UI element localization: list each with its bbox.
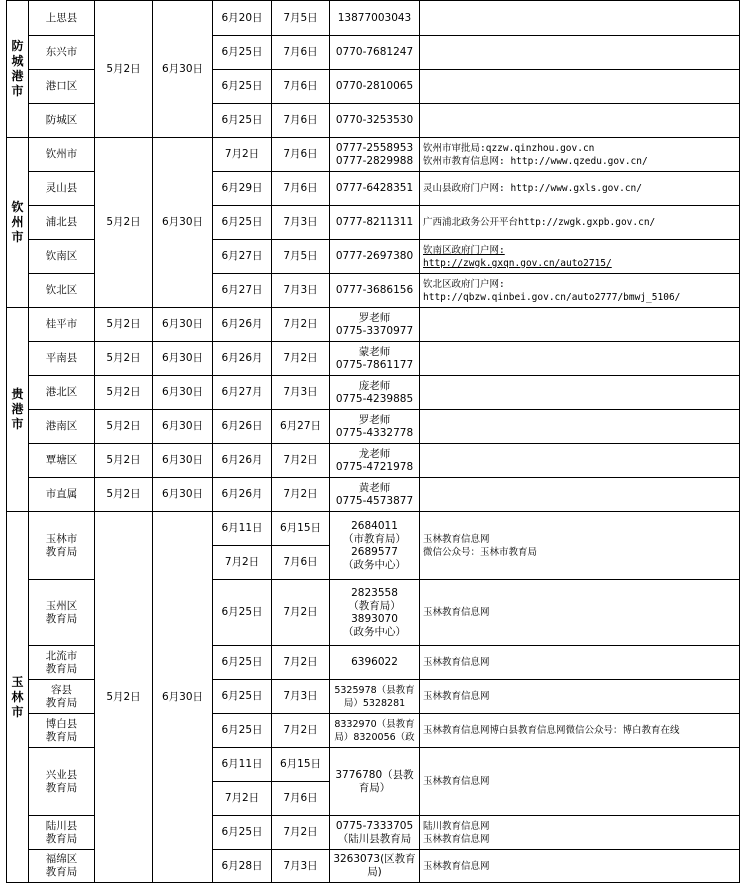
table-row <box>7 512 740 546</box>
date-cell: 7月2日 <box>272 342 330 376</box>
date-cell: 6月27月 <box>213 376 272 410</box>
phone-cell: 13877003043 <box>330 1 420 36</box>
start-date-cell: 5月2日 <box>95 410 153 444</box>
end-date-cell: 6月30日 <box>153 478 213 512</box>
date-cell: 6月25日 <box>213 70 272 104</box>
end-date-cell: 6月30日 <box>153 444 213 478</box>
district-cell <box>29 850 95 883</box>
contact-name: 龙老师 <box>358 447 391 460</box>
district-name: 玉州区 <box>45 599 78 612</box>
phone-cell: 6396022 <box>330 646 420 680</box>
date-cell: 7月2日 <box>272 308 330 342</box>
table-row <box>7 444 740 478</box>
district-cell: 钦南区 <box>29 240 95 274</box>
website-cell: 玉林教育信息网 <box>420 850 740 883</box>
date-cell: 6月29日 <box>213 172 272 206</box>
district-cell <box>29 714 95 748</box>
date-cell: 6月25日 <box>213 646 272 680</box>
website-cell <box>420 36 740 70</box>
district-office: 教育局 <box>45 832 78 845</box>
district-cell: 港北区 <box>29 376 95 410</box>
date-cell: 6月27日 <box>272 410 330 444</box>
date-cell: 7月3日 <box>272 206 330 240</box>
website-cell <box>420 308 740 342</box>
district-cell: 港口区 <box>29 70 95 104</box>
website-link[interactable]: http://zwgk.gxqn.gov.cn/auto2715/ <box>423 257 612 269</box>
date-cell: 6月25日 <box>213 36 272 70</box>
website-line: 微信公众号：玉林市教育局 <box>423 546 538 558</box>
date-cell: 7月6日 <box>272 36 330 70</box>
website-cell: 玉林教育信息网博白县教育信息网微信公众号：博白教育在线 <box>420 714 740 748</box>
date-cell: 6月25日 <box>213 680 272 714</box>
district-cell: 桂平市 <box>29 308 95 342</box>
district-name: 陆川县 <box>45 819 78 832</box>
date-cell: 6月25日 <box>213 206 272 240</box>
date-cell: 6月26月 <box>213 342 272 376</box>
contact-cell <box>330 478 420 512</box>
contact-cell <box>330 308 420 342</box>
district-office: 教育局 <box>45 730 78 743</box>
date-cell: 6月20日 <box>213 1 272 36</box>
contact-name: 罗老师 <box>358 413 391 426</box>
website-cell <box>420 512 740 580</box>
date-cell: 7月2日 <box>272 714 330 748</box>
start-date-cell: 5月2日 <box>95 308 153 342</box>
phone-cell: 3263073(区教育局) <box>330 850 420 883</box>
start-date-cell: 5月2日 <box>95 138 153 308</box>
table-row <box>7 410 740 444</box>
phone-line: 0775-7333705 <box>335 819 414 832</box>
table-row <box>7 376 740 410</box>
table-row <box>7 478 740 512</box>
contact-cell <box>330 410 420 444</box>
phone-line: 0777-2558953 <box>335 141 414 154</box>
website-cell: 玉林教育信息网 <box>420 680 740 714</box>
end-date-cell: 6月30日 <box>153 308 213 342</box>
date-cell: 7月2日 <box>213 138 272 172</box>
date-cell: 6月11日 <box>213 512 272 546</box>
date-cell: 7月6日 <box>272 104 330 138</box>
district-cell <box>29 646 95 680</box>
phone-line: 0775-4239885 <box>335 392 414 405</box>
date-cell: 7月5日 <box>272 240 330 274</box>
phone-line: 0775-4332778 <box>335 426 414 439</box>
date-cell: 6月26月 <box>213 478 272 512</box>
website-line: 陆川教育信息网 <box>423 820 490 832</box>
city-cell: 钦州市 <box>7 138 29 308</box>
website-cell: 玉林教育信息网 <box>420 646 740 680</box>
start-date-cell: 5月2日 <box>95 512 153 883</box>
end-date-cell: 6月30日 <box>153 512 213 883</box>
district-name: 兴业县 <box>45 768 78 781</box>
date-cell: 6月28日 <box>213 850 272 883</box>
district-cell <box>29 748 95 816</box>
contact-cell <box>330 342 420 376</box>
website-cell: 灵山县政府门户网: http://www.gxls.gov.cn/ <box>420 172 740 206</box>
district-cell: 钦北区 <box>29 274 95 308</box>
district-cell: 灵山县 <box>29 172 95 206</box>
date-cell: 7月6日 <box>272 138 330 172</box>
district-office: 教育局 <box>45 866 78 878</box>
district-cell <box>29 580 95 646</box>
start-date-cell: 5月2日 <box>95 478 153 512</box>
website-cell: 广西浦北政务公开平台http://zwgk.gxpb.gov.cn/ <box>420 206 740 240</box>
phone-cell: 0770-7681247 <box>330 36 420 70</box>
website-cell <box>420 342 740 376</box>
date-cell: 6月11日 <box>213 748 272 782</box>
phone-line: 0775-4573877 <box>335 494 414 507</box>
phone-line: （政务中心） <box>343 558 406 571</box>
contact-name: 罗老师 <box>358 311 391 324</box>
date-cell: 6月26日 <box>213 410 272 444</box>
date-cell: 7月3日 <box>272 376 330 410</box>
date-cell: 7月6日 <box>272 70 330 104</box>
phone-cell <box>330 580 420 646</box>
date-cell: 7月2日 <box>213 782 272 816</box>
date-cell: 7月6日 <box>272 172 330 206</box>
district-cell: 覃塘区 <box>29 444 95 478</box>
phone-line: 2684011 <box>351 519 398 532</box>
date-cell: 6月15日 <box>272 512 330 546</box>
district-cell: 东兴市 <box>29 36 95 70</box>
city-cell: 玉林市 <box>7 512 29 883</box>
date-cell: 6月15日 <box>272 748 330 782</box>
date-cell: 6月25日 <box>213 104 272 138</box>
table-row <box>7 138 740 172</box>
date-cell: 6月26月 <box>213 444 272 478</box>
table-row <box>7 308 740 342</box>
date-cell: 7月2日 <box>272 816 330 850</box>
phone-cell <box>330 512 420 580</box>
district-cell: 港南区 <box>29 410 95 444</box>
district-cell: 浦北县 <box>29 206 95 240</box>
start-date-cell: 5月2日 <box>95 1 153 138</box>
date-cell: 6月25日 <box>213 714 272 748</box>
end-date-cell: 6月30日 <box>153 376 213 410</box>
contact-name: 庞老师 <box>358 379 391 392</box>
district-cell <box>29 512 95 580</box>
website-line: 钦北区政府门户网: <box>423 278 505 290</box>
website-cell <box>420 816 740 850</box>
phone-cell: 0777-6428351 <box>330 172 420 206</box>
date-cell: 7月2日 <box>272 646 330 680</box>
date-cell: 7月2日 <box>272 580 330 646</box>
district-cell: 上思县 <box>29 1 95 36</box>
website-cell <box>420 240 740 274</box>
phone-cell: 0777-8211311 <box>330 206 420 240</box>
phone-line: 2689577 <box>351 545 398 558</box>
date-cell: 7月5日 <box>272 1 330 36</box>
date-cell: 7月6日 <box>272 782 330 816</box>
date-cell: 7月3日 <box>272 680 330 714</box>
phone-line: 0777-2829988 <box>335 154 414 167</box>
district-name: 容县 <box>51 683 72 696</box>
district-name: 福绵区 <box>45 853 78 865</box>
phone-cell <box>330 816 420 850</box>
district-office: 教育局 <box>45 662 78 675</box>
website-cell <box>420 444 740 478</box>
end-date-cell: 6月30日 <box>153 1 213 138</box>
table-row <box>7 1 740 36</box>
district-cell <box>29 680 95 714</box>
website-cell <box>420 70 740 104</box>
district-name: 玉林市 <box>45 532 78 545</box>
website-line: 玉林教育信息网 <box>423 533 490 545</box>
phone-cell: 0777-2697380 <box>330 240 420 274</box>
registration-schedule-table <box>6 0 740 883</box>
date-cell: 6月27日 <box>213 240 272 274</box>
phone-cell: 0770-3253530 <box>330 104 420 138</box>
district-office: 教育局 <box>45 612 78 625</box>
district-office: 教育局 <box>45 545 78 558</box>
phone-cell: 8332970（县教育局）8320056（政 <box>330 714 420 748</box>
district-office: 教育局 <box>45 781 78 794</box>
district-cell: 市直属 <box>29 478 95 512</box>
start-date-cell: 5月2日 <box>95 376 153 410</box>
date-cell: 7月6日 <box>272 546 330 580</box>
website-line: 钦州市教育信息网: http://www.qzedu.gov.cn/ <box>423 155 648 167</box>
date-cell: 7月2日 <box>272 444 330 478</box>
contact-cell <box>330 376 420 410</box>
website-cell: 玉林教育信息网 <box>420 580 740 646</box>
start-date-cell: 5月2日 <box>95 444 153 478</box>
website-cell <box>420 138 740 172</box>
phone-cell: 5325978（县教育局）5328281 <box>330 680 420 714</box>
district-name: 博白县 <box>45 717 78 730</box>
phone-line: 3893070 <box>351 612 398 625</box>
phone-line: 0775-4721978 <box>335 460 414 473</box>
website-cell <box>420 274 740 308</box>
date-cell: 6月25日 <box>213 580 272 646</box>
end-date-cell: 6月30日 <box>153 342 213 376</box>
date-cell: 7月2日 <box>213 546 272 580</box>
website-cell: 玉林教育信息网 <box>420 748 740 816</box>
date-cell: 7月3日 <box>272 274 330 308</box>
phone-line: 2823558 <box>351 586 398 599</box>
date-cell: 6月27日 <box>213 274 272 308</box>
district-cell: 平南县 <box>29 342 95 376</box>
phone-cell: 0777-3686156 <box>330 274 420 308</box>
contact-name: 蒙老师 <box>358 345 391 358</box>
date-cell: 6月26月 <box>213 308 272 342</box>
end-date-cell: 6月30日 <box>153 410 213 444</box>
start-date-cell: 5月2日 <box>95 342 153 376</box>
phone-cell: 0770-2810065 <box>330 70 420 104</box>
district-name: 北流市 <box>45 649 78 662</box>
phone-line: （政务中心） <box>343 625 406 638</box>
date-cell: 6月25日 <box>213 816 272 850</box>
website-line: 钦南区政府门户网: <box>423 244 505 256</box>
district-office: 教育局 <box>45 696 78 709</box>
district-cell <box>29 816 95 850</box>
website-cell <box>420 376 740 410</box>
website-line: http://qbzw.qinbei.gov.cn/auto2777/bmwj_5106/ <box>423 291 681 303</box>
phone-line: 0775-3370977 <box>335 324 414 337</box>
website-cell <box>420 1 740 36</box>
website-cell <box>420 104 740 138</box>
table-row <box>7 342 740 376</box>
contact-name: 黄老师 <box>358 481 391 494</box>
website-cell <box>420 410 740 444</box>
contact-cell <box>330 444 420 478</box>
date-cell: 7月3日 <box>272 850 330 883</box>
phone-cell <box>330 138 420 172</box>
city-cell: 防城港市 <box>7 1 29 138</box>
date-cell: 7月2日 <box>272 478 330 512</box>
website-cell <box>420 478 740 512</box>
phone-line: （市教育局） <box>343 532 406 545</box>
end-date-cell: 6月30日 <box>153 138 213 308</box>
website-line: 玉林教育信息网 <box>423 833 490 845</box>
phone-line: （陆川县教育局 <box>337 832 412 845</box>
phone-line: 0775-7861177 <box>335 358 414 371</box>
phone-cell: 3776780（县教育局） <box>330 748 420 816</box>
website-line: 钦州市审批局:qzzw.qinzhou.gov.cn <box>423 142 595 154</box>
district-cell: 钦州市 <box>29 138 95 172</box>
city-cell: 贵港市 <box>7 308 29 512</box>
phone-line: （教育局） <box>348 599 401 612</box>
district-cell: 防城区 <box>29 104 95 138</box>
